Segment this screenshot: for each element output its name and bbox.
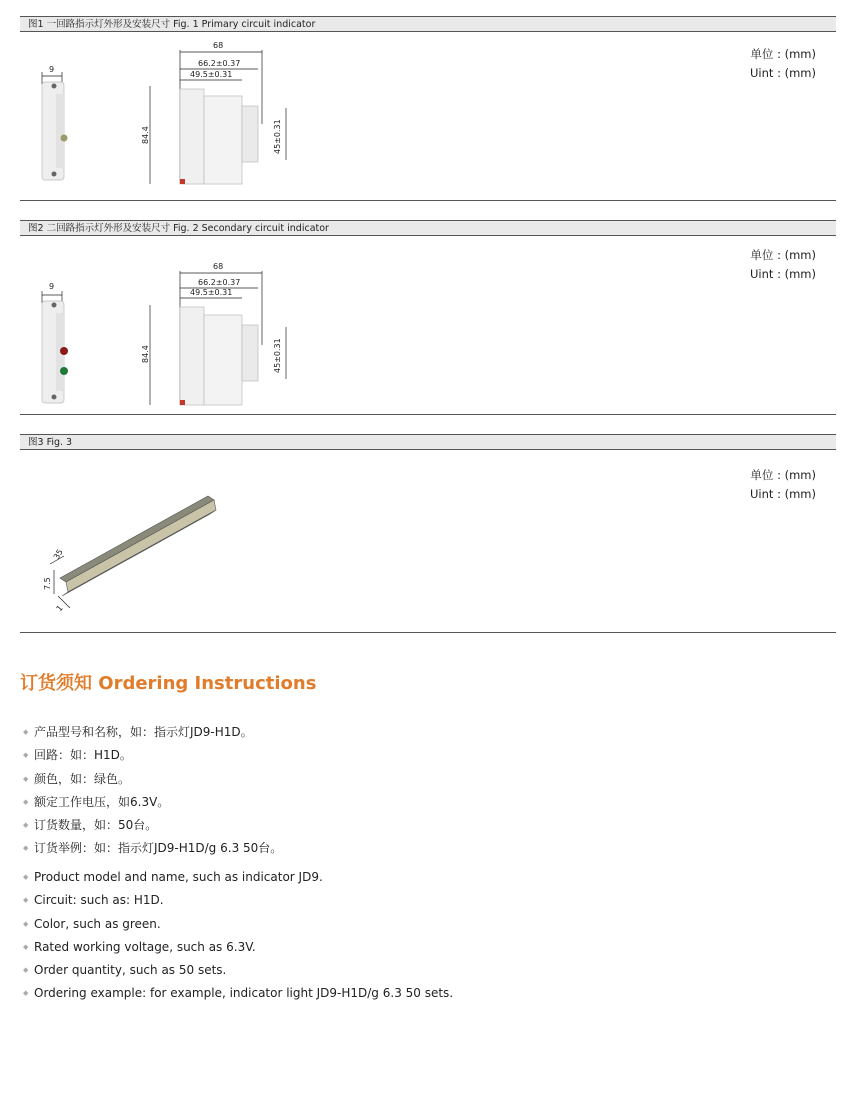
figure-2-caption: 图2 二回路指示灯外形及安装尺寸 Fig. 2 Secondary circuit indicator bbox=[20, 220, 836, 236]
list-item: ◆ 订货数量，如：50台。 bbox=[20, 814, 282, 837]
figure-3-unit bbox=[750, 466, 816, 504]
unit-cn: 单位 : (mm) bbox=[750, 468, 816, 482]
bullet-icon: ◆ bbox=[23, 919, 29, 928]
list-item: ◆ 产品型号和名称，如：指示灯JD9-H1D。 bbox=[20, 721, 282, 744]
list-item: ◆ Product model and name, such as indicator JD9. bbox=[20, 866, 453, 889]
figure-3-divider bbox=[20, 632, 836, 633]
list-item: ◆ Order quantity, such as 50 sets. bbox=[20, 959, 453, 982]
indicator-lamp bbox=[61, 135, 68, 142]
list-item: ◆ Color, such as green. bbox=[20, 913, 453, 936]
figure-2-unit bbox=[750, 246, 816, 284]
bullet-icon: ◆ bbox=[23, 844, 29, 853]
bullet-icon: ◆ bbox=[23, 942, 29, 951]
dim-total-height: 84.4 bbox=[141, 345, 150, 363]
bullet-icon: ◆ bbox=[23, 774, 29, 783]
dim-total-width: 68 bbox=[213, 262, 224, 271]
figure-3-caption: 图3 Fig. 3 bbox=[20, 434, 836, 450]
indicator-lamp-red bbox=[60, 347, 68, 355]
bullet-icon: ◆ bbox=[23, 896, 29, 905]
indicator-front-view bbox=[42, 82, 68, 180]
list-item: ◆ Ordering example: for example, indicator light JD9-H1D/g 6.3 50 sets. bbox=[20, 982, 453, 1005]
unit-cn: 单位 : (mm) bbox=[750, 248, 816, 262]
figure-1-divider bbox=[20, 200, 836, 201]
list-item: ◆ 订货举例：如：指示灯JD9-H1D/g 6.3 50台。 bbox=[20, 837, 282, 860]
list-item: ◆ 颜色，如：绿色。 bbox=[20, 768, 282, 791]
dim-mid-width: 66.2±0.37 bbox=[198, 59, 241, 68]
unit-cn: 单位 : (mm) bbox=[750, 47, 816, 61]
dim-inner-width: 49.5±0.31 bbox=[190, 288, 233, 297]
figure-1-unit bbox=[750, 45, 816, 83]
indicator-side-view bbox=[180, 307, 258, 405]
dim-rail-thickness: 1 bbox=[54, 603, 65, 614]
bullet-icon: ◆ bbox=[23, 821, 29, 830]
indicator-front-view bbox=[42, 301, 68, 403]
figure-1-caption: 图1 一回路指示灯外形及安装尺寸 Fig. 1 Primary circuit indicator bbox=[20, 16, 836, 32]
dim-total-height: 84.4 bbox=[141, 126, 150, 144]
bullet-icon: ◆ bbox=[23, 728, 29, 736]
figure-1-drawing bbox=[20, 34, 320, 194]
list-item: ◆ 回路：如：H1D。 bbox=[20, 744, 282, 767]
dim-inner-height: 45±0.31 bbox=[273, 338, 282, 373]
dim-rail-height: 7.5 bbox=[43, 577, 52, 590]
unit-en: Uint : (mm) bbox=[750, 267, 816, 281]
list-item: ◆ Rated working voltage, such as 6.3V. bbox=[20, 936, 453, 959]
bullet-icon: ◆ bbox=[23, 966, 29, 975]
ordering-list-en bbox=[20, 866, 453, 1006]
ordering-title: 订货须知 Ordering Instructions bbox=[20, 673, 317, 694]
figure-2-drawing bbox=[20, 255, 320, 415]
ordering-list-cn bbox=[20, 721, 282, 861]
indicator-lamp-green bbox=[60, 367, 68, 375]
dim-rail-width: 35 bbox=[51, 547, 65, 561]
dim-mid-width: 66.2±0.37 bbox=[198, 278, 241, 287]
list-item: ◆ 额定工作电压，如6.3V。 bbox=[20, 791, 282, 814]
unit-en: Uint : (mm) bbox=[750, 66, 816, 80]
figure-2-divider bbox=[20, 414, 836, 415]
din-rail bbox=[60, 496, 216, 596]
bullet-icon: ◆ bbox=[23, 751, 29, 760]
bullet-icon: ◆ bbox=[23, 797, 29, 806]
indicator-side-view bbox=[180, 89, 258, 184]
bullet-icon: ◆ bbox=[23, 873, 29, 881]
dim-front-width: 9 bbox=[49, 65, 55, 74]
list-item: ◆ Circuit: such as: H1D. bbox=[20, 889, 453, 912]
dim-front-width: 9 bbox=[49, 282, 55, 291]
unit-en: Uint : (mm) bbox=[750, 487, 816, 501]
dim-inner-width: 49.5±0.31 bbox=[190, 70, 233, 79]
dim-inner-height: 45±0.31 bbox=[273, 119, 282, 154]
figure-3-drawing bbox=[20, 490, 250, 620]
bullet-icon: ◆ bbox=[23, 989, 29, 998]
dim-total-width: 68 bbox=[213, 41, 224, 50]
